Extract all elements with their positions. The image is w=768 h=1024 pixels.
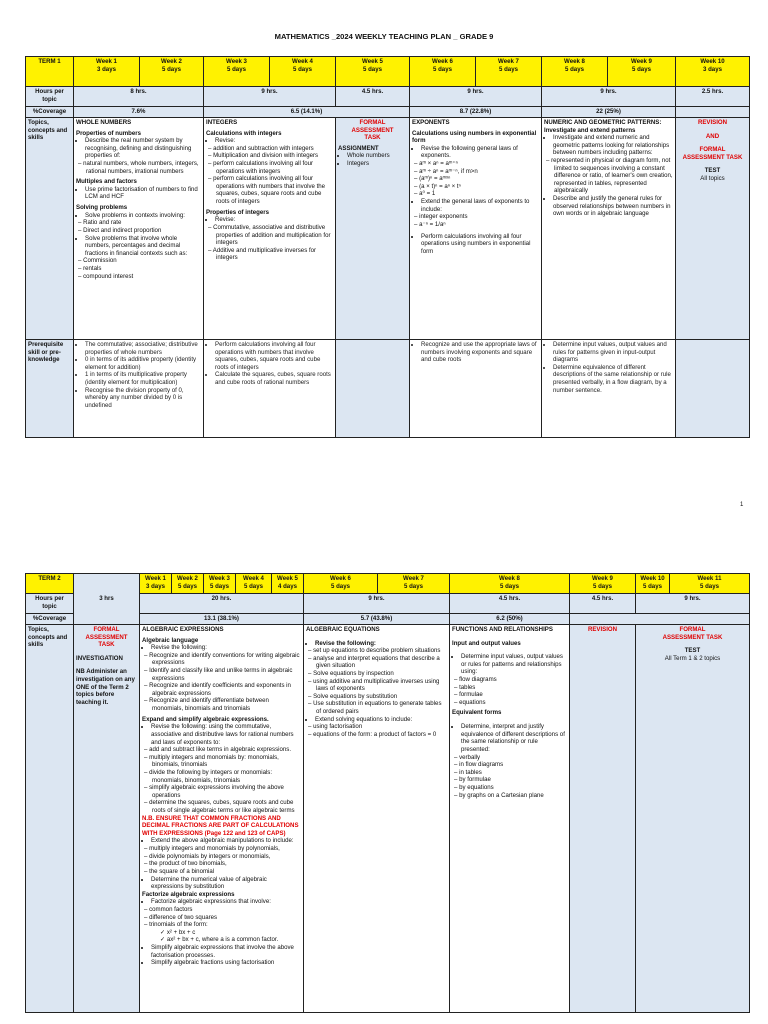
prereq-week10 [676, 340, 750, 438]
hours-cell: 4.5 hrs. [336, 87, 410, 107]
term2-table [25, 573, 750, 1013]
topics-label: Topics, concepts and skills [26, 118, 74, 340]
coverage-cell: 6.2 (50%) [450, 614, 570, 625]
hours-cell: 9 hrs. [304, 594, 450, 614]
week-header: Week 2 5 days [172, 574, 204, 594]
week-header: Week 4 5 days [236, 574, 272, 594]
hours-cell: 4.5 hrs. [570, 594, 636, 614]
coverage-cell: 5.7 (43.8%) [304, 614, 450, 625]
prereq-exponents: • Recognize and use the appropriate laws of numbers involving exponents and square and cube roots [410, 340, 542, 438]
week-header: Week 3 5 days [204, 574, 236, 594]
coverage-label: %Coverage [26, 614, 74, 625]
fat-investigation-cell: FORMAL ASSESSMENT TASK INVESTIGATION NB Administer an investigation on any ONE of the Term 2 topics before teaching it. [74, 625, 140, 1013]
coverage-cell: 22 (25%) [542, 107, 676, 118]
week-header: Week 8 5 days [450, 574, 570, 594]
prereq-patterns: • Determine input values, output values and rules for patterns given in input-output diagrams • Determine equivalence of different descriptions of the same relationship or rule presented verbally, in a flow diagram, by a number sentence. [542, 340, 676, 438]
week5-assessment-cell: FORMAL ASSESSMENT TASK ASSIGNMENT • Whole numbers • Integers [336, 118, 410, 340]
integers-cell: INTEGERS Calculations with integers • Revise: – addition and subtraction with integers – Multiplication and division with integers – perform calculations involving all four operations with integers – perform calculations involving all four operations with numbers that involve the squares, cubes, square roots and cube roots of integers Properties of integers • Revise: – Commutative, associative and distributive properties of addition and multiplication for integers – Additive and multiplicative inverses for integers [204, 118, 336, 340]
coverage-label: %Coverage [26, 107, 74, 118]
patterns-cell: NUMERIC AND GEOMETRIC PATTERNS: Investigate and extend patterns • Investigate and extend numeric and geometric patterns looking for relationships between numbers including patterns: – represented in physical or diagram form, not limited to sequences involving a constant difference or ratio, of learner's own creation, represented in tables, represented algebraically • Describe and justify the general rules for observed relationships between numbers in own words or in algebraic language [542, 118, 676, 340]
week-header: Week 11 5 days [670, 574, 750, 594]
final-assessment-cell: FORMAL ASSESSMENT TASK TEST All Term 1 & 2 topics [636, 625, 750, 1013]
hours-cell: 20 hrs. [140, 594, 304, 614]
prereq-week5 [336, 340, 410, 438]
week-header: Week 10 5 days [636, 574, 670, 594]
coverage-cell [676, 107, 750, 118]
week-header: Week 9 5 days [608, 57, 676, 87]
hours-cell: 9 hrs. [636, 594, 750, 614]
term2-label: TERM 2 [26, 574, 74, 594]
hours-label: Hours per topic [26, 87, 74, 107]
hours-cell: 9 hrs. [410, 87, 542, 107]
page-number: 1 [740, 502, 744, 508]
week-header: Week 3 5 days [204, 57, 270, 87]
topics-label: Topics, concepts and skills [26, 625, 74, 1013]
prereq-whole-numbers: • The commutative; associative; distributive properties of whole numbers • 0 in terms of its additive property (identity element for addition) • 1 in terms of its multiplicative property (identity element for multiplication) • Recognise the division property of 0, whereby any number divided by 0 is undefined [74, 340, 204, 438]
prereq-integers: • Perform calculations involving all four operations with numbers that involve squares, cubes, square roots and cube roots of integers • Calculate the squares, cubes, square roots and cube roots of rational numbers [204, 340, 336, 438]
whole-numbers-cell: WHOLE NUMBERS Properties of numbers • Describe the real number system by recognising, defining and distinguishing properties of: – natural numbers, whole numbers, integers, rational numbers, irrational numbers Multiples and factors • Use prime factorisation of numbers to find LCM and HCF Solving problems • Solve problems in contexts involving: – Ratio and rate – Direct and indirect proportion • Solve problems that involve whole numbers, percentages and decimal fractions in financial contexts such as: – Commission – rentals – compound interest [74, 118, 204, 340]
hours-label: Hours per topic [26, 594, 74, 614]
week-header: Week 6 5 days [304, 574, 378, 594]
functions-cell: FUNCTIONS AND RELATIONSHIPS Input and output values • Determine input values, output values or rules for patterns and relationships using: – flow diagrams – tables – formulae – equations Equivalent forms • Determine, interpret and justify equivalence of different descriptions of the same relationship or rule presented: – verbally – in flow diagrams – in tables – by formulae – by equations – by graphs on a Cartesian plane [450, 625, 570, 1013]
page-title: MATHEMATICS _2024 WEEKLY TEACHING PLAN _ GRADE 9 [274, 32, 494, 41]
caps-note: N.B. ENSURE THAT COMMON FRACTIONS AND DECIMAL FRACTIONS ARE PART OF CALCULATIONS WITH EXPRESSIONS (Page 122 and 123 of CAPS) [142, 814, 299, 837]
hours-cell: 8 hrs. [74, 87, 204, 107]
week-header: Week 6 5 days [410, 57, 476, 87]
fat-hours-cell: 3 hrs [74, 574, 140, 625]
coverage-cell: 7.6% [74, 107, 204, 118]
week-header: Week 8 5 days [542, 57, 608, 87]
week10-revision-cell: REVISION AND FORMAL ASSESSMENT TASK TEST All topics [676, 118, 750, 340]
week-header: Week 7 5 days [476, 57, 542, 87]
term1-label: TERM 1 [26, 57, 74, 87]
coverage-cell: 6.5 (14.1%) [204, 107, 410, 118]
hours-cell: 4.5 hrs. [450, 594, 570, 614]
week-header: Week 5 5 days [336, 57, 410, 87]
hours-cell: 9 hrs. [542, 87, 676, 107]
week-header: Week 4 5 days [270, 57, 336, 87]
algebraic-expressions-cell: ALGEBRAIC EXPRESSIONS Algebraic language • Revise the following: – Recognize and identify conventions for writing algebraic expressions – Identify and classify like and unlike terms in algebraic expressions – Recognize and identify coefficients and exponents in algebraic expressions – Recognize and identify differentiate between monomials, binomials and trinomials Expand and simplify algebraic expressions. • Revise the following: using the commutative, associative and distributive laws for rational numbers and laws of exponents to: – add and subtract like terms in algebraic expressions. – multiply integers and monomials by: monomials, binomials, trinomials – divide the following by integers or monomials: monomials, binomials, trinomials – simplify algebraic expressions involving the above operations – determine the squares, cubes, square roots and cube roots of single algebraic terms or like algebraic terms N.B. ENSURE THAT COMMON FRACTIONS AND DECIMAL FRACTIONS ARE PART OF CALCULATIONS WITH EXPRESSIONS (Page 122 and 123 of CAPS) • Extend the above algebraic manipulations to include: – multiply integers and monomials by polynomials, – divide polynomials by integers or monomials, – the product of two binomials, – the square of a binomial • Determine the numerical value of algebraic expressions by substitution Factorize algebraic expressions • Factorize algebraic expressions that involve: – common factors – difference of two squares – trinomials of the form: ✓ x² + bx + c ✓ ax² + bx + c, where a is a common factor. • Simplify algebraic expressions that involve the above factorisation processes. • Simplify algebraic fractions using factorisation [140, 625, 304, 1013]
week-header: Week 7 5 days [378, 574, 450, 594]
coverage-cell [570, 614, 750, 625]
hours-cell: 2.5 hrs. [676, 87, 750, 107]
week-header: Week 5 4 days [272, 574, 304, 594]
week-header: Week 1 3 days [74, 57, 140, 87]
week-header: Week 9 5 days [570, 574, 636, 594]
revision-cell: REVISION [570, 625, 636, 1013]
algebraic-equations-cell: ALGEBRAIC EQUATIONS • Revise the following: – set up equations to describe problem situations – analyse and interpret equations that describe a given situation – Solve equations by inspection – using additive and multiplicative inverses using laws of exponents – Solve equations by substitution – Use substitution in equations to generate tables of ordered pairs • Extend solving equations to include: – using factorisation – equations of the form: a product of factors = 0 [304, 625, 450, 1013]
term1-table [25, 56, 750, 438]
prereq-label: Prerequisite skill or pre-knowledge [26, 340, 74, 438]
hours-cell: 9 hrs. [204, 87, 336, 107]
exponents-cell: EXPONENTS Calculations using numbers in exponential form • Revise the following general laws of exponents. – aᵐ × aⁿ = aᵐ⁺ⁿ – aᵐ ÷ aⁿ = aᵐ⁻ⁿ, if m>n – (aᵐ)ⁿ = aᵐˣⁿ – (a × t)ⁿ = aⁿ × tⁿ – a⁰ = 1 • Extend the general laws of exponents to include: – integer exponents – a⁻ⁿ = 1/aⁿ • Perform calculations involving all four operations using numbers in exponential form [410, 118, 542, 340]
coverage-cell: 8.7 (22.8%) [410, 107, 542, 118]
week-header: Week 10 3 days [676, 57, 750, 87]
week-header: Week 1 3 days [140, 574, 172, 594]
coverage-cell: 13.1 (38.1%) [140, 614, 304, 625]
week-header: Week 2 5 days [140, 57, 204, 87]
